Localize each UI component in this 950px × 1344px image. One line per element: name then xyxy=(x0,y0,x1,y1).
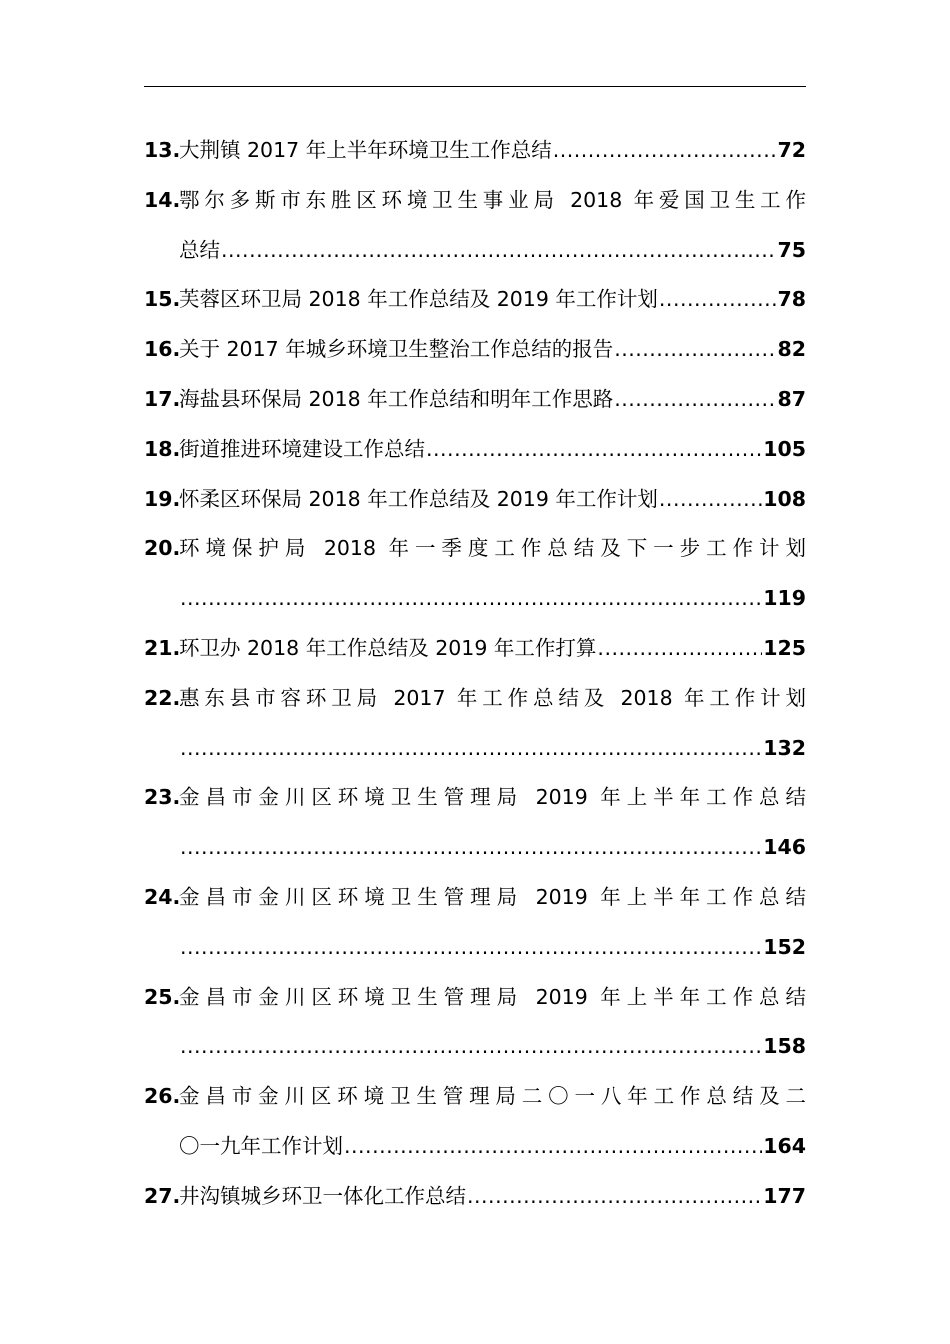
table-of-contents xyxy=(144,126,806,1222)
toc-entry-line xyxy=(144,275,806,325)
toc-entry-line xyxy=(144,524,806,574)
toc-page-number: 146 xyxy=(763,835,806,860)
toc-dot-leader xyxy=(180,1022,762,1072)
toc-dot-leader xyxy=(426,425,762,475)
toc-dot-leader xyxy=(180,923,762,973)
toc-entry[interactable] xyxy=(144,126,806,176)
toc-entry-number: 23. xyxy=(144,785,181,810)
toc-entry-line xyxy=(144,1072,806,1122)
toc-entry-number: 17. xyxy=(144,386,181,411)
toc-entry-number: 25. xyxy=(144,984,181,1009)
toc-entry[interactable] xyxy=(144,524,806,624)
toc-page-number: 152 xyxy=(763,934,806,959)
toc-entry-continuation xyxy=(144,574,806,624)
toc-dot-leader xyxy=(180,574,762,624)
toc-entry-continuation xyxy=(144,1022,806,1072)
toc-dot-leader xyxy=(180,724,762,774)
toc-entry-number: 24. xyxy=(144,884,181,909)
toc-entry-line xyxy=(144,425,806,475)
toc-entry-number: 19. xyxy=(144,486,181,511)
toc-entry-number: 14. xyxy=(144,187,181,212)
toc-entry-number: 22. xyxy=(144,685,181,710)
toc-page-number: 72 xyxy=(777,138,806,162)
toc-page-number: 125 xyxy=(763,635,806,660)
toc-entry-number: 13. xyxy=(144,138,181,162)
toc-dot-leader xyxy=(221,226,776,276)
toc-dot-leader xyxy=(467,1172,762,1222)
toc-entry-title: 怀柔区环保局 2018 年工作总结及 2019 年工作计划 xyxy=(179,486,658,511)
toc-entry-title: 大荆镇 2017 年上半年环境卫生工作总结 xyxy=(179,138,552,162)
toc-dot-leader xyxy=(553,126,777,176)
toc-entry-line xyxy=(144,475,806,525)
toc-dot-leader xyxy=(180,823,762,873)
toc-entry-line xyxy=(144,873,806,923)
toc-entry-line xyxy=(144,325,806,375)
toc-entry-number: 18. xyxy=(144,436,181,461)
toc-dot-leader xyxy=(659,475,762,525)
toc-entry-title: 环境保护局 2018 年一季度工作总结及下一步工作计划 xyxy=(179,536,806,561)
toc-entry-line xyxy=(144,773,806,823)
toc-entry-number: 21. xyxy=(144,635,181,660)
toc-page-number: 75 xyxy=(777,237,806,262)
toc-entry-continuation xyxy=(144,823,806,873)
toc-entry[interactable] xyxy=(144,873,806,973)
toc-entry[interactable] xyxy=(144,624,806,674)
toc-entry-continuation xyxy=(144,923,806,973)
toc-page-number: 108 xyxy=(763,486,806,511)
toc-entry[interactable] xyxy=(144,275,806,325)
toc-entry-title: 鄂尔多斯市东胜区环境卫生事业局 2018 年爱国卫生工作 xyxy=(179,187,806,212)
toc-page-number: 82 xyxy=(777,337,806,362)
toc-entry[interactable] xyxy=(144,1072,806,1172)
toc-entry-number: 15. xyxy=(144,287,181,312)
toc-page-number: 87 xyxy=(777,386,806,411)
toc-page-number: 119 xyxy=(763,586,806,611)
toc-entry-title: 金昌市金川区环境卫生管理局二〇一八年工作总结及二 xyxy=(179,1084,806,1109)
toc-entry-title: 金昌市金川区环境卫生管理局 2019 年上半年工作总结 xyxy=(179,984,806,1009)
toc-entry-number: 16. xyxy=(144,337,181,362)
toc-entry-line xyxy=(144,973,806,1023)
toc-entry[interactable] xyxy=(144,176,806,276)
toc-entry-line xyxy=(144,176,806,226)
toc-page-number: 132 xyxy=(763,735,806,760)
toc-entry[interactable] xyxy=(144,375,806,425)
toc-entry-title: 芙蓉区环卫局 2018 年工作总结及 2019 年工作计划 xyxy=(179,287,658,312)
toc-entry-continuation xyxy=(144,1122,806,1172)
toc-entry-number: 27. xyxy=(144,1183,181,1208)
toc-page-number: 164 xyxy=(763,1133,806,1158)
toc-entry-title: 金昌市金川区环境卫生管理局 2019 年上半年工作总结 xyxy=(179,785,806,810)
toc-page-number: 105 xyxy=(763,436,806,461)
toc-entry-title: 环卫办 2018 年工作总结及 2019 年工作打算 xyxy=(179,635,597,660)
toc-entry[interactable] xyxy=(144,425,806,475)
header-rule xyxy=(144,86,806,87)
toc-dot-leader xyxy=(659,275,777,325)
toc-entry[interactable] xyxy=(144,674,806,774)
toc-entry-line xyxy=(144,126,806,176)
toc-entry-title: 总结 xyxy=(179,237,220,262)
toc-entry-title: 金昌市金川区环境卫生管理局 2019 年上半年工作总结 xyxy=(179,884,806,909)
toc-entry-title: 〇一九年工作计划 xyxy=(179,1133,343,1158)
toc-dot-leader xyxy=(344,1122,762,1172)
toc-page-number: 177 xyxy=(763,1183,806,1208)
toc-entry[interactable] xyxy=(144,1172,806,1222)
toc-dot-leader xyxy=(614,375,776,425)
toc-entry-continuation xyxy=(144,226,806,276)
toc-entry[interactable] xyxy=(144,475,806,525)
toc-entry-title: 惠东县市容环卫局 2017 年工作总结及 2018 年工作计划 xyxy=(179,685,806,710)
toc-entry-line xyxy=(144,674,806,724)
toc-dot-leader xyxy=(597,624,762,674)
toc-entry[interactable] xyxy=(144,773,806,873)
toc-entry-number: 26. xyxy=(144,1084,181,1109)
toc-entry-title: 井沟镇城乡环卫一体化工作总结 xyxy=(179,1183,466,1208)
toc-page-number: 78 xyxy=(777,287,806,312)
toc-entry-title: 关于 2017 年城乡环境卫生整治工作总结的报告 xyxy=(179,337,614,362)
toc-entry-title: 海盐县环保局 2018 年工作总结和明年工作思路 xyxy=(179,386,614,411)
toc-entry-line xyxy=(144,624,806,674)
toc-entry-continuation xyxy=(144,724,806,774)
toc-entry-title: 街道推进环境建设工作总结 xyxy=(179,436,425,461)
toc-page-number: 158 xyxy=(763,1034,806,1059)
toc-entry-number: 20. xyxy=(144,536,181,561)
toc-entry-line xyxy=(144,1172,806,1222)
toc-entry[interactable] xyxy=(144,973,806,1073)
toc-entry-line xyxy=(144,375,806,425)
toc-dot-leader xyxy=(614,325,776,375)
toc-entry[interactable] xyxy=(144,325,806,375)
